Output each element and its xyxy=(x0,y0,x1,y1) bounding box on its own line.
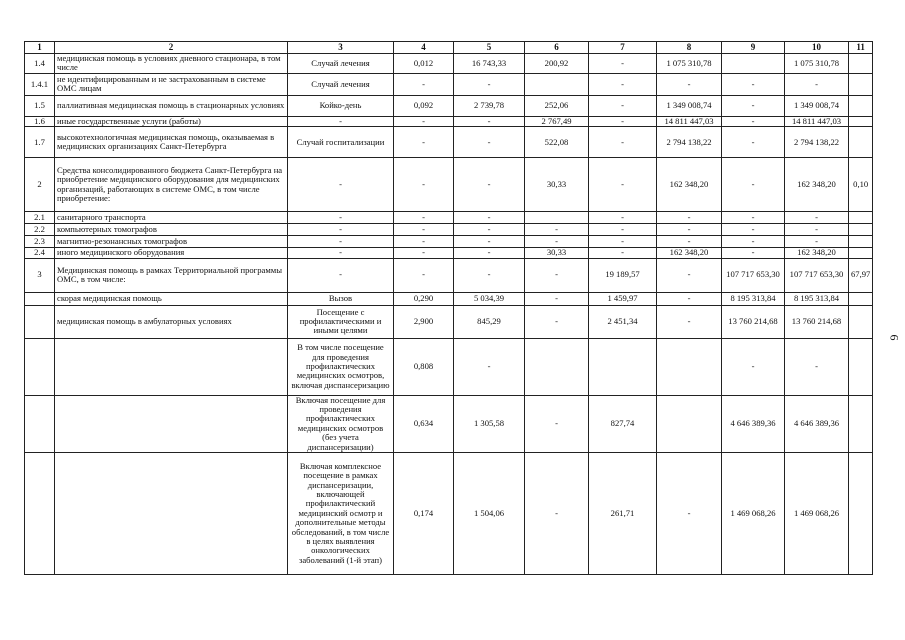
cell-unit: - xyxy=(288,224,394,236)
cell-per-capita-oms: - xyxy=(589,116,657,126)
cell-budget-total: 1 349 008,74 xyxy=(657,95,722,116)
cell-volume-per-person: - xyxy=(394,127,454,158)
cell-per-capita-budget: 252,06 xyxy=(525,95,589,116)
cell-grand-total: 162 348,20 xyxy=(785,158,849,212)
cell-budget-total: - xyxy=(657,212,722,224)
cell-unit: Посещение с профилактическими и иными целями xyxy=(288,305,394,338)
cell-cost-per-unit: 2 739,78 xyxy=(454,95,525,116)
cell-item-name xyxy=(55,338,288,395)
cell-unit: - xyxy=(288,158,394,212)
cell-item-name: иного медицинского оборудования xyxy=(55,248,288,258)
cell-per-capita-oms: - xyxy=(589,158,657,212)
cell-per-capita-oms xyxy=(589,338,657,395)
cell-percent xyxy=(849,127,873,158)
cell-per-capita-budget: 30,33 xyxy=(525,248,589,258)
cell-grand-total: 13 760 214,68 xyxy=(785,305,849,338)
page-number: 6 xyxy=(887,334,902,341)
cell-percent xyxy=(849,95,873,116)
cell-volume-per-person: - xyxy=(394,158,454,212)
cell-oms-total: - xyxy=(722,248,785,258)
table-row xyxy=(25,338,873,395)
cell-unit: - xyxy=(288,212,394,224)
cell-percent xyxy=(849,338,873,395)
cell-per-capita-oms: - xyxy=(589,236,657,248)
cell-budget-total: - xyxy=(657,236,722,248)
cell-percent: 0,10 xyxy=(849,158,873,212)
cell-cost-per-unit: - xyxy=(454,127,525,158)
cell-per-capita-oms: - xyxy=(589,224,657,236)
cell-cost-per-unit: 1 504,06 xyxy=(454,453,525,575)
header-row xyxy=(25,42,873,54)
cell-budget-total: - xyxy=(657,305,722,338)
header-cell-5: 5 xyxy=(454,42,525,54)
cell-grand-total: 8 195 313,84 xyxy=(785,292,849,305)
header-cell-6: 6 xyxy=(525,42,589,54)
cell-grand-total: 4 646 389,36 xyxy=(785,395,849,452)
cell-oms-total: 8 195 313,84 xyxy=(722,292,785,305)
cell-unit: - xyxy=(288,258,394,292)
cell-item-name: медицинская помощь в амбулаторных условиях xyxy=(55,305,288,338)
header-cell-8: 8 xyxy=(657,42,722,54)
cell-item-name: иные государственные услуги (работы) xyxy=(55,116,288,126)
cell-per-capita-oms: 19 189,57 xyxy=(589,258,657,292)
budget-table xyxy=(24,41,873,575)
cell-per-capita-budget xyxy=(525,212,589,224)
cell-per-capita-budget: - xyxy=(525,236,589,248)
cell-per-capita-budget: - xyxy=(525,258,589,292)
cell-per-capita-budget: 30,33 xyxy=(525,158,589,212)
cell-unit: Койко-день xyxy=(288,95,394,116)
cell-volume-per-person: - xyxy=(394,236,454,248)
cell-cost-per-unit: - xyxy=(454,158,525,212)
cell-per-capita-budget xyxy=(525,73,589,95)
cell-per-capita-budget: - xyxy=(525,453,589,575)
cell-volume-per-person: 0,092 xyxy=(394,95,454,116)
cell-grand-total: - xyxy=(785,338,849,395)
cell-per-capita-oms: - xyxy=(589,127,657,158)
cell-volume-per-person: - xyxy=(394,116,454,126)
cell-cost-per-unit: - xyxy=(454,116,525,126)
cell-row-number xyxy=(25,338,55,395)
cell-volume-per-person: - xyxy=(394,73,454,95)
cell-grand-total: - xyxy=(785,73,849,95)
table-row xyxy=(25,305,873,338)
cell-unit: Включая комплексное посещение в рамках диспансеризации, включающей профилактический медицинский осмотр и дополнительные методы обследований, в том числе в целях выявления онкологических заболеваний (1-й этап) xyxy=(288,453,394,575)
cell-cost-per-unit: 5 034,39 xyxy=(454,292,525,305)
header-cell-11: 11 xyxy=(849,42,873,54)
cell-per-capita-oms: 261,71 xyxy=(589,453,657,575)
cell-oms-total xyxy=(722,54,785,74)
cell-item-name: Медицинская помощь в рамках Территориальной программы ОМС, в том числе: xyxy=(55,258,288,292)
cell-per-capita-budget: - xyxy=(525,292,589,305)
cell-row-number: 2.3 xyxy=(25,236,55,248)
cell-row-number xyxy=(25,395,55,452)
cell-oms-total: - xyxy=(722,158,785,212)
header-cell-1: 1 xyxy=(25,42,55,54)
cell-oms-total: - xyxy=(722,73,785,95)
cell-percent xyxy=(849,224,873,236)
table-row xyxy=(25,395,873,452)
table-row xyxy=(25,73,873,95)
table-row xyxy=(25,116,873,126)
header-cell-9: 9 xyxy=(722,42,785,54)
cell-per-capita-oms: 2 451,34 xyxy=(589,305,657,338)
cell-budget-total: 2 794 138,22 xyxy=(657,127,722,158)
cell-oms-total: - xyxy=(722,95,785,116)
cell-budget-total xyxy=(657,338,722,395)
table-row xyxy=(25,248,873,258)
cell-per-capita-budget xyxy=(525,338,589,395)
cell-cost-per-unit: - xyxy=(454,73,525,95)
cell-volume-per-person: 2,900 xyxy=(394,305,454,338)
cell-row-number xyxy=(25,305,55,338)
header-cell-4: 4 xyxy=(394,42,454,54)
cell-budget-total: 1 075 310,78 xyxy=(657,54,722,74)
cell-oms-total: - xyxy=(722,338,785,395)
cell-unit: Вызов xyxy=(288,292,394,305)
cell-volume-per-person: - xyxy=(394,248,454,258)
cell-row-number xyxy=(25,453,55,575)
cell-item-name: высокотехнологичная медицинская помощь, оказываемая в медицинских организациях Санкт-Петербурга xyxy=(55,127,288,158)
cell-percent xyxy=(849,292,873,305)
table-row xyxy=(25,292,873,305)
cell-oms-total: - xyxy=(722,127,785,158)
cell-item-name xyxy=(55,395,288,452)
table-row xyxy=(25,158,873,212)
table-row xyxy=(25,127,873,158)
cell-grand-total: 1 469 068,26 xyxy=(785,453,849,575)
cell-budget-total: - xyxy=(657,258,722,292)
cell-cost-per-unit: - xyxy=(454,224,525,236)
table-row xyxy=(25,453,873,575)
cell-row-number: 1.4 xyxy=(25,54,55,74)
cell-percent xyxy=(849,73,873,95)
cell-oms-total: 13 760 214,68 xyxy=(722,305,785,338)
header-cell-7: 7 xyxy=(589,42,657,54)
cell-item-name: компьютерных томографов xyxy=(55,224,288,236)
cell-per-capita-budget: - xyxy=(525,305,589,338)
cell-item-name: не идентифицированным и не застрахованным в системе ОМС лицам xyxy=(55,73,288,95)
table-row xyxy=(25,95,873,116)
cell-grand-total: - xyxy=(785,224,849,236)
cell-item-name: медицинская помощь в условиях дневного стационара, в том числе xyxy=(55,54,288,74)
cell-cost-per-unit: - xyxy=(454,258,525,292)
cell-percent xyxy=(849,248,873,258)
cell-grand-total: 1 349 008,74 xyxy=(785,95,849,116)
cell-unit: - xyxy=(288,248,394,258)
cell-budget-total: 162 348,20 xyxy=(657,158,722,212)
cell-budget-total: - xyxy=(657,73,722,95)
header-cell-10: 10 xyxy=(785,42,849,54)
cell-volume-per-person: - xyxy=(394,212,454,224)
cell-per-capita-oms: 1 459,97 xyxy=(589,292,657,305)
cell-grand-total: 14 811 447,03 xyxy=(785,116,849,126)
table-row xyxy=(25,236,873,248)
cell-item-name: санитарного транспорта xyxy=(55,212,288,224)
cell-row-number: 1.4.1 xyxy=(25,73,55,95)
cell-per-capita-budget: 200,92 xyxy=(525,54,589,74)
cell-per-capita-budget: - xyxy=(525,395,589,452)
cell-cost-per-unit: - xyxy=(454,248,525,258)
cell-volume-per-person: - xyxy=(394,224,454,236)
cell-grand-total: 2 794 138,22 xyxy=(785,127,849,158)
cell-oms-total: - xyxy=(722,224,785,236)
cell-cost-per-unit: 1 305,58 xyxy=(454,395,525,452)
cell-oms-total: - xyxy=(722,116,785,126)
cell-item-name xyxy=(55,453,288,575)
cell-item-name: магнитно-резонансных томографов xyxy=(55,236,288,248)
cell-oms-total: 4 646 389,36 xyxy=(722,395,785,452)
cell-volume-per-person: - xyxy=(394,258,454,292)
cell-per-capita-oms: - xyxy=(589,73,657,95)
cell-cost-per-unit: - xyxy=(454,236,525,248)
cell-percent: 67,97 xyxy=(849,258,873,292)
cell-percent xyxy=(849,116,873,126)
cell-item-name: паллиативная медицинская помощь в стационарных условиях xyxy=(55,95,288,116)
cell-budget-total: 14 811 447,03 xyxy=(657,116,722,126)
cell-per-capita-budget: 2 767,49 xyxy=(525,116,589,126)
cell-unit: Случай госпитализации xyxy=(288,127,394,158)
cell-per-capita-oms: 827,74 xyxy=(589,395,657,452)
cell-percent xyxy=(849,212,873,224)
cell-row-number: 3 xyxy=(25,258,55,292)
cell-volume-per-person: 0,012 xyxy=(394,54,454,74)
cell-per-capita-oms: - xyxy=(589,95,657,116)
cell-cost-per-unit: - xyxy=(454,212,525,224)
cell-grand-total: - xyxy=(785,236,849,248)
cell-volume-per-person: 0,634 xyxy=(394,395,454,452)
cell-row-number: 2.1 xyxy=(25,212,55,224)
cell-unit: Случай лечения xyxy=(288,54,394,74)
header-cell-3: 3 xyxy=(288,42,394,54)
cell-cost-per-unit: 16 743,33 xyxy=(454,54,525,74)
cell-grand-total: - xyxy=(785,212,849,224)
cell-percent xyxy=(849,305,873,338)
cell-budget-total: - xyxy=(657,292,722,305)
cell-volume-per-person: 0,290 xyxy=(394,292,454,305)
cell-row-number: 2 xyxy=(25,158,55,212)
cell-row-number: 1.6 xyxy=(25,116,55,126)
cell-unit: - xyxy=(288,116,394,126)
table-row xyxy=(25,224,873,236)
cell-per-capita-budget: 522,08 xyxy=(525,127,589,158)
cell-budget-total: 162 348,20 xyxy=(657,248,722,258)
cell-per-capita-oms: - xyxy=(589,212,657,224)
cell-oms-total: 1 469 068,26 xyxy=(722,453,785,575)
table-row xyxy=(25,258,873,292)
cell-per-capita-oms: - xyxy=(589,248,657,258)
cell-budget-total: - xyxy=(657,453,722,575)
cell-item-name: Средства консолидированного бюджета Санкт-Петербурга на приобретение медицинского оборудования для медицинских организаций, работающих в системе ОМС, в том числе приобретение: xyxy=(55,158,288,212)
cell-row-number: 1.5 xyxy=(25,95,55,116)
cell-unit: Включая посещение для проведения профилактических медицинских осмотров (без учета диспансеризации) xyxy=(288,395,394,452)
cell-unit: - xyxy=(288,236,394,248)
cell-percent xyxy=(849,54,873,74)
cell-cost-per-unit: - xyxy=(454,338,525,395)
table-row xyxy=(25,212,873,224)
cell-grand-total: 1 075 310,78 xyxy=(785,54,849,74)
cell-grand-total: 107 717 653,30 xyxy=(785,258,849,292)
cell-per-capita-budget: - xyxy=(525,224,589,236)
cell-row-number: 2.2 xyxy=(25,224,55,236)
cell-per-capita-oms: - xyxy=(589,54,657,74)
cell-cost-per-unit: 845,29 xyxy=(454,305,525,338)
cell-oms-total: 107 717 653,30 xyxy=(722,258,785,292)
cell-budget-total: - xyxy=(657,224,722,236)
cell-grand-total: 162 348,20 xyxy=(785,248,849,258)
cell-percent xyxy=(849,453,873,575)
cell-row-number: 1.7 xyxy=(25,127,55,158)
cell-percent xyxy=(849,236,873,248)
cell-percent xyxy=(849,395,873,452)
cell-budget-total xyxy=(657,395,722,452)
cell-unit: Случай лечения xyxy=(288,73,394,95)
cell-item-name: скорая медицинская помощь xyxy=(55,292,288,305)
cell-volume-per-person: 0,174 xyxy=(394,453,454,575)
cell-unit: В том числе посещение для проведения профилактических медицинских осмотров, включая диспансеризацию xyxy=(288,338,394,395)
cell-oms-total: - xyxy=(722,236,785,248)
table-row xyxy=(25,54,873,74)
cell-row-number xyxy=(25,292,55,305)
cell-oms-total: - xyxy=(722,212,785,224)
cell-volume-per-person: 0,808 xyxy=(394,338,454,395)
header-cell-2: 2 xyxy=(55,42,288,54)
cell-row-number: 2.4 xyxy=(25,248,55,258)
